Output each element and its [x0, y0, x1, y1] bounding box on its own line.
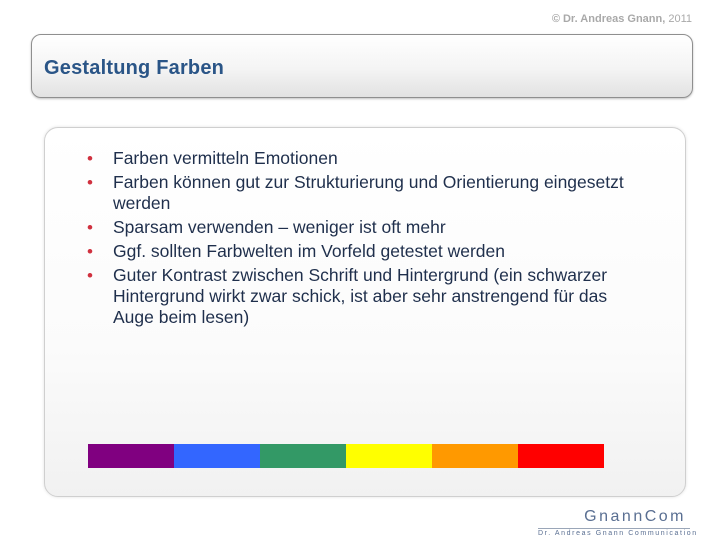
bullet-icon: • [87, 149, 93, 168]
bullet-icon: • [87, 218, 93, 237]
swatch-yellow [346, 444, 432, 468]
content-box [44, 127, 686, 497]
copyright-name: © Dr. Andreas Gnann, [551, 13, 666, 25]
bullet-text: Farben können gut zur Strukturierung und Orientierung eingesetzt werden [113, 172, 624, 213]
swatch-blue [174, 444, 260, 468]
bullet-icon: • [87, 242, 93, 261]
swatch-red [518, 444, 604, 468]
bullet-item-structure [87, 172, 647, 214]
bullet-list [87, 148, 647, 331]
bullet-item-emotions [87, 148, 647, 169]
logo-tagline: Dr. Andreas Gnann Communication [538, 530, 698, 537]
slide-title: Gestaltung Farben [44, 57, 225, 79]
logo-name-part1: Gnann [584, 508, 645, 525]
bullet-item-contrast [87, 265, 647, 328]
copyright-notice [552, 13, 692, 25]
bullet-text: Sparsam verwenden – weniger ist oft mehr [113, 217, 446, 237]
logo-wordmark [584, 508, 686, 526]
logo-divider [538, 528, 690, 529]
bullet-text: Guter Kontrast zwischen Schrift und Hintergrund (ein schwarzer Hintergrund wirkt zwar schick, ist aber sehr anstrengend für das Auge beim lesen) [113, 265, 608, 327]
gnanncom-logo [538, 508, 698, 540]
bullet-item-testing [87, 241, 647, 262]
bullet-icon: • [87, 173, 93, 192]
swatch-green [260, 444, 346, 468]
title-bar [31, 34, 693, 98]
logo-name-part2: Com [644, 508, 686, 525]
bullet-text: Farben vermitteln Emotionen [113, 148, 338, 168]
color-swatch-bar [88, 444, 604, 468]
copyright-year: 2011 [668, 13, 692, 25]
swatch-purple [88, 444, 174, 468]
bullet-item-sparingly [87, 217, 647, 238]
swatch-orange [432, 444, 518, 468]
bullet-text: Ggf. sollten Farbwelten im Vorfeld getestet werden [113, 241, 506, 261]
bullet-icon: • [87, 266, 93, 285]
